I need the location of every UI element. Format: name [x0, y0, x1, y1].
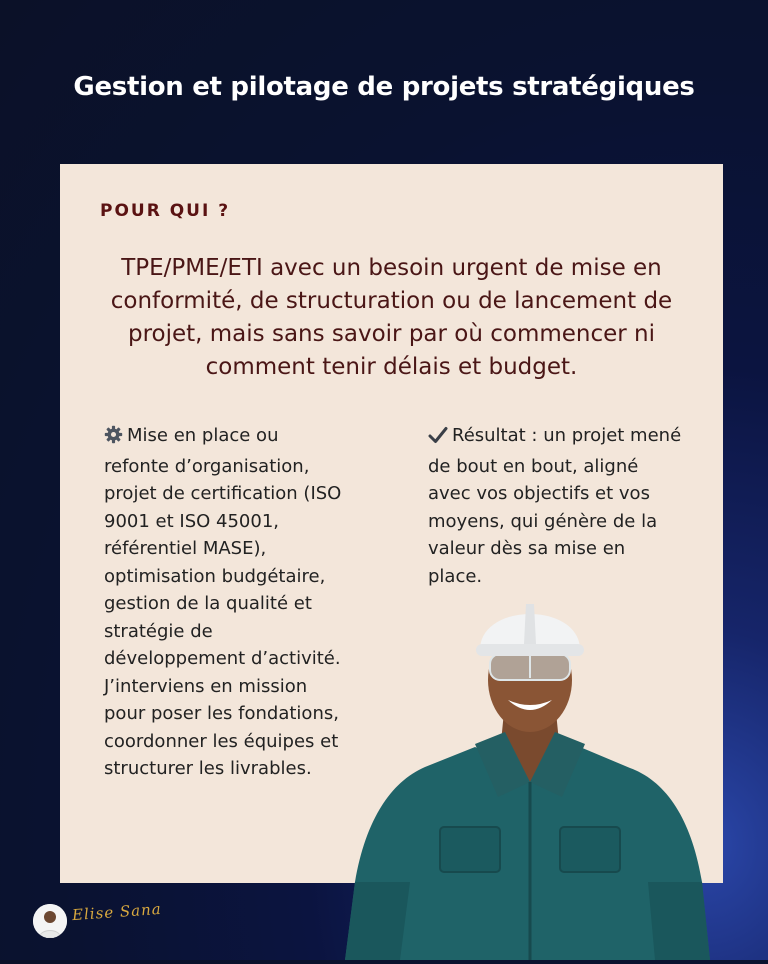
mission-text: J’interviens en mission pour poser les fondations, coordonner les équipes et structurer les livrables.: [104, 675, 339, 779]
services-text: Mise en place ou refonte d’organisation, projet de certification (ISO 9001 et ISO 45001, référentiel MASE), optimisation budgétaire, gestion de la qualité et stratégie de développement d’activité.: [104, 425, 342, 669]
checkmark-icon: [428, 425, 448, 453]
card-lead-text: TPE/PME/ETI avec un besoin urgent de mise en conformité, de structuration ou de lancement de projet, mais sans savoir par où commencer ni comment tenir délais et budget.: [110, 255, 673, 380]
result-text: Résultat : un projet mené de bout en bout, aligné avec vos objectifs et vos moyens, qui génère de la valeur dès sa mise en place.: [428, 425, 682, 587]
worker-photo: [330, 582, 720, 960]
gear-icon: [104, 425, 123, 453]
card-eyebrow: POUR QUI ?: [100, 201, 231, 221]
page-title: Gestion et pilotage de projets stratégiques: [73, 72, 695, 102]
signature-logo: Elise Sana: [71, 899, 163, 925]
result-column: [428, 422, 683, 590]
avatar: [33, 904, 67, 938]
services-column: [104, 422, 349, 783]
